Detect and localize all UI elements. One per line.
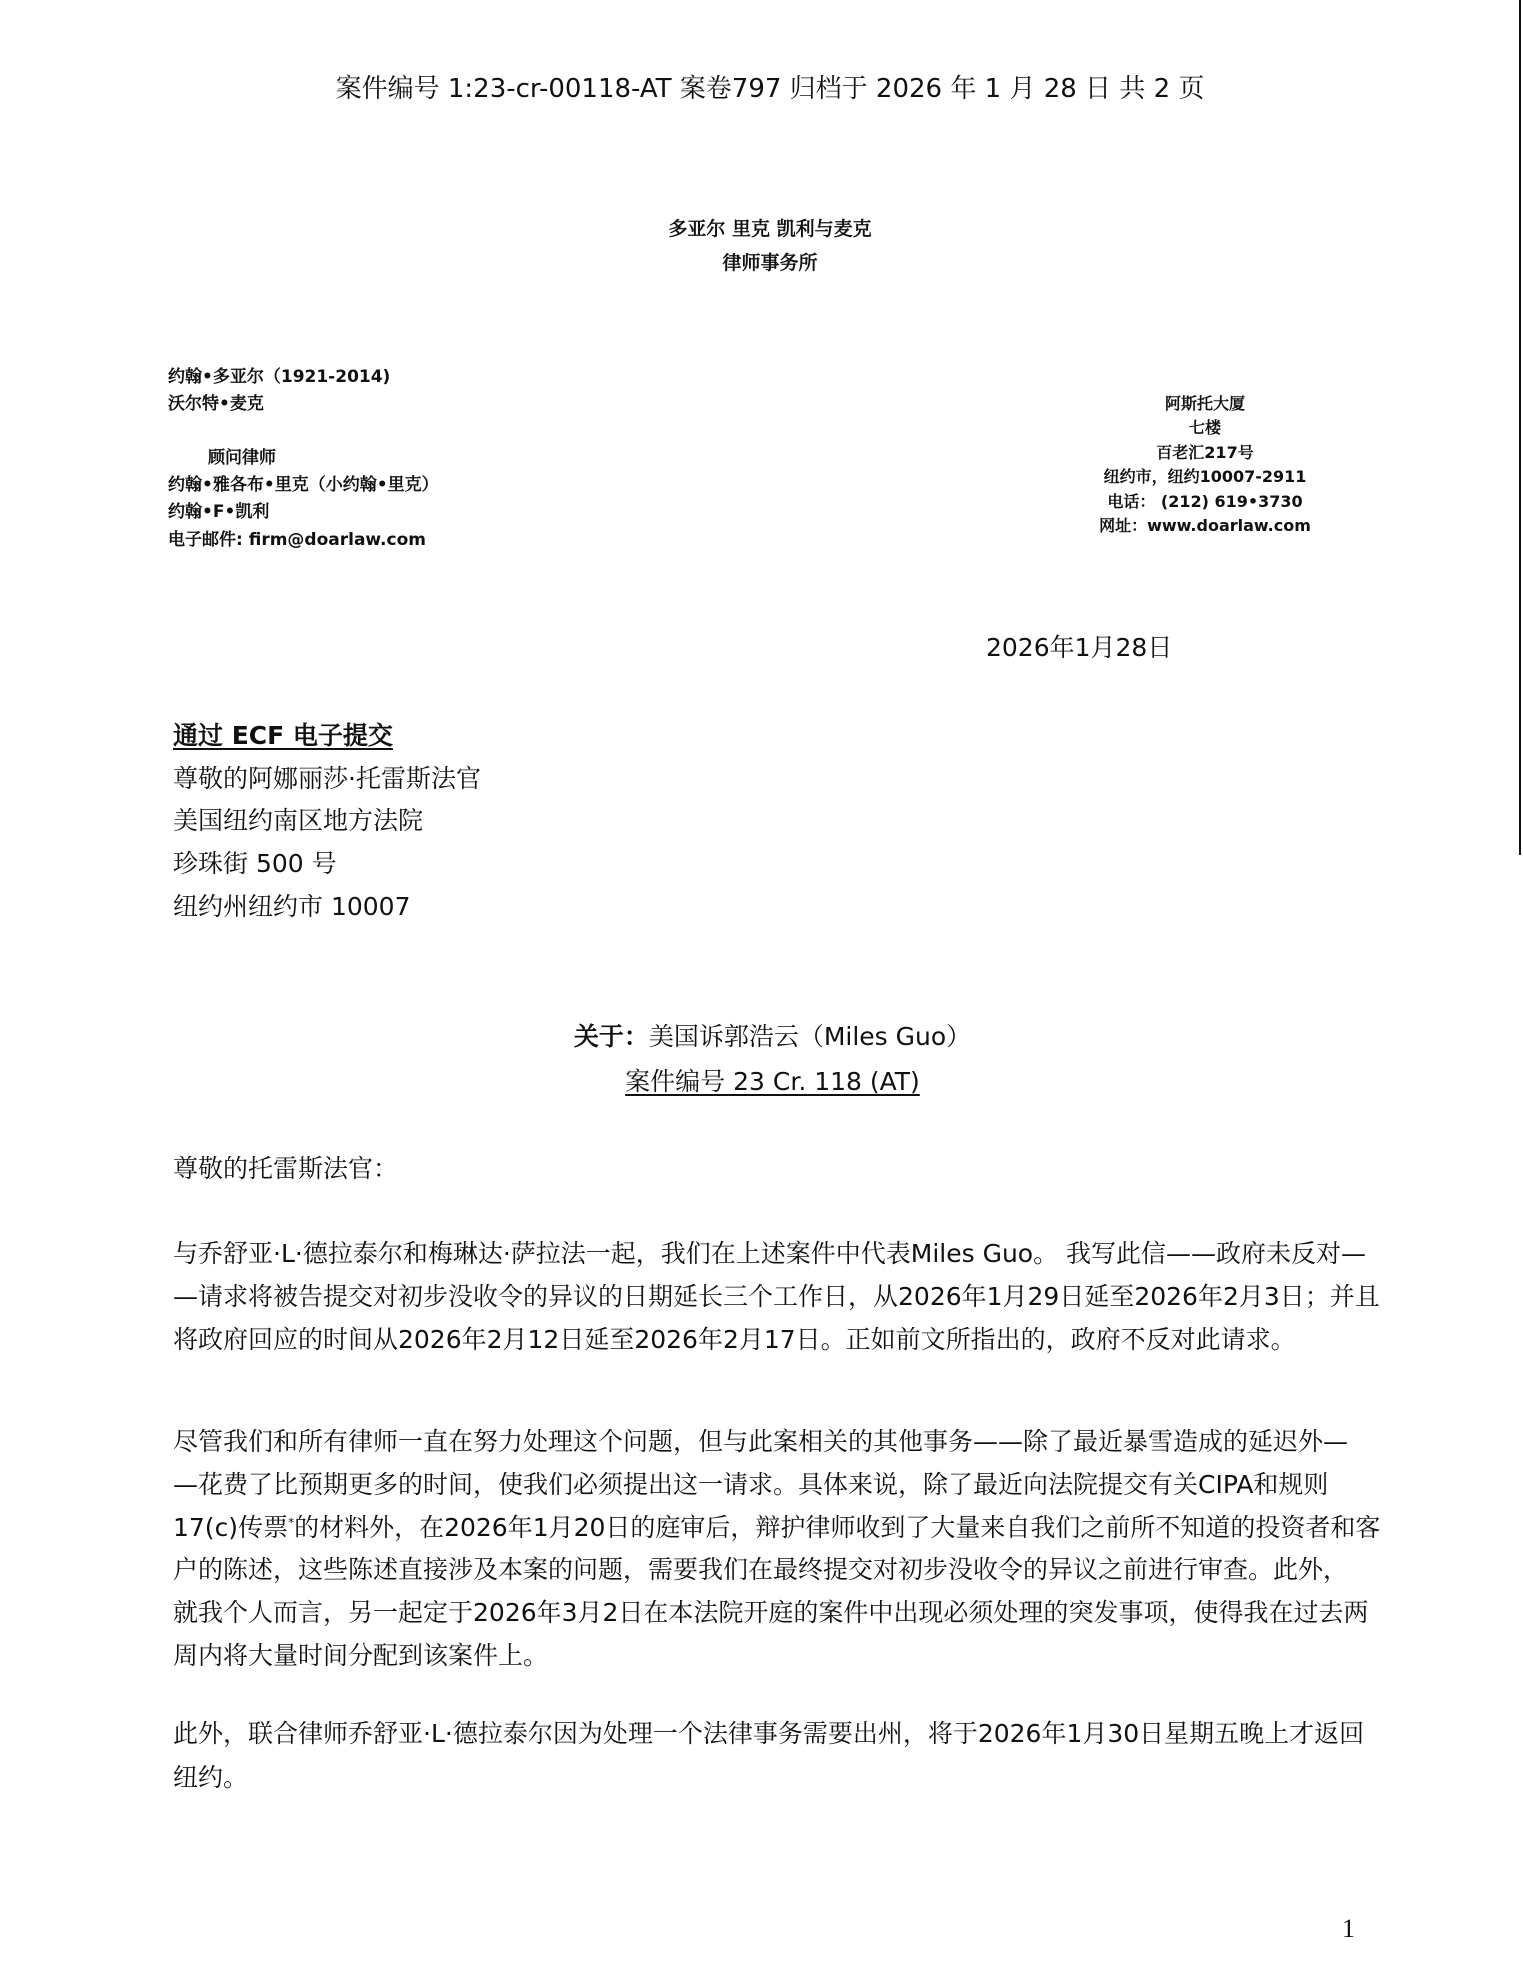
counsel-heading: 顾问律师	[208, 448, 276, 468]
recipient-street: 珍珠街 500 号	[173, 849, 337, 878]
letter-date: 2026年1月28日	[986, 633, 1173, 662]
paragraph-line: —请求将被告提交对初步没收令的异议的日期延长三个工作日，从2026年1月29日延至2026年2月3日；并且	[173, 1282, 1380, 1311]
paragraph-line: 户的陈述，这些陈述直接涉及本案的问题，需要我们在最终提交对初步没收令的异议之前进行审查。此外，	[173, 1555, 1349, 1584]
counsel-name-1: 约翰•雅各布•里克（小约翰•里克）	[168, 475, 439, 495]
firm-website[interactable]: 网址：www.doarlaw.com	[1099, 516, 1311, 535]
paragraph-line: —花费了比预期更多的时间，使我们必须提出这一请求。具体来说，除了最近向法院提交有关CIPA和规则	[173, 1470, 1329, 1499]
footnote-marker[interactable]: *	[288, 1515, 295, 1530]
paragraph-text: 的材料外，在2026年1月20日的庭审后，辩护律师收到了大量来自我们之前所不知道的投资者和客	[294, 1513, 1381, 1542]
re-case-number: 案件编号 23 Cr. 118 (AT)	[625, 1067, 920, 1096]
address-building: 阿斯托大厦	[1164, 394, 1245, 413]
paragraph-line: 周内将大量时间分配到该案件上。	[173, 1641, 549, 1670]
firm-subtitle: 律师事务所	[722, 252, 818, 274]
paragraph-line: 就我个人而言，另一起定于2026年3月2日在本法院开庭的案件中出现必须处理的突发事项，使得我在过去两	[173, 1598, 1369, 1627]
margin-rule	[1519, 0, 1521, 855]
re-case-number-line	[0, 1062, 1523, 1098]
paragraph-line: 与乔舒亚·L·德拉泰尔和梅琳达·萨拉法一起，我们在上述案件中代表Miles Guo。 我写此信——政府未反对—	[173, 1239, 1367, 1268]
firm-name: 多亚尔 里克 凯利与麦克	[668, 218, 872, 240]
delivery-method: 通过 ECF 电子提交	[173, 721, 393, 750]
paragraph-line: 尽管我们和所有律师一直在努力处理这个问题，但与此案相关的其他事务——除了最近暴雪造成的延迟外—	[173, 1427, 1349, 1456]
paragraph-line: 将政府回应的时间从2026年2月12日延至2026年2月17日。正如前文所指出的，政府不反对此请求。	[173, 1325, 1296, 1354]
re-label: 关于：	[573, 1022, 649, 1051]
partner-name: 沃尔特•麦克	[168, 394, 264, 414]
counsel-name-2: 约翰•F•凯利	[168, 502, 270, 522]
partner-founder: 约翰•多亚尔（1921-2014)	[168, 367, 391, 387]
paragraph-text: 17(c)传票	[173, 1513, 289, 1542]
paragraph-line: 此外，联合律师乔舒亚·L·德拉泰尔因为处理一个法律事务需要出州，将于2026年1月30日星期五晚上才返回	[173, 1719, 1365, 1748]
salutation: 尊敬的托雷斯法官：	[173, 1154, 399, 1183]
paragraph-line	[173, 1508, 1380, 1544]
recipient-city: 纽约州纽约市 10007	[173, 892, 411, 921]
address-floor: 七楼	[1188, 418, 1221, 437]
re-case-title: 美国诉郭浩云（Miles Guo）	[648, 1022, 972, 1051]
firm-email[interactable]: 电子邮件: firm@doarlaw.com	[168, 530, 426, 550]
re-case-title-line	[0, 1017, 1523, 1053]
firm-phone: 电话： (212) 619•3730	[1107, 492, 1303, 511]
case-header: 案件编号 1:23-cr-00118-AT 案卷797 归档于 2026 年 1 月 28 日 共 2 页	[335, 74, 1205, 104]
recipient-judge: 尊敬的阿娜丽莎·托雷斯法官	[173, 764, 481, 793]
paragraph-line: 纽约。	[173, 1763, 249, 1792]
address-street: 百老汇217号	[1156, 443, 1254, 462]
address-city: 纽约市，纽约10007-2911	[1103, 467, 1307, 486]
recipient-court: 美国纽约南区地方法院	[173, 806, 424, 835]
page-number: 1	[1342, 1914, 1355, 1943]
